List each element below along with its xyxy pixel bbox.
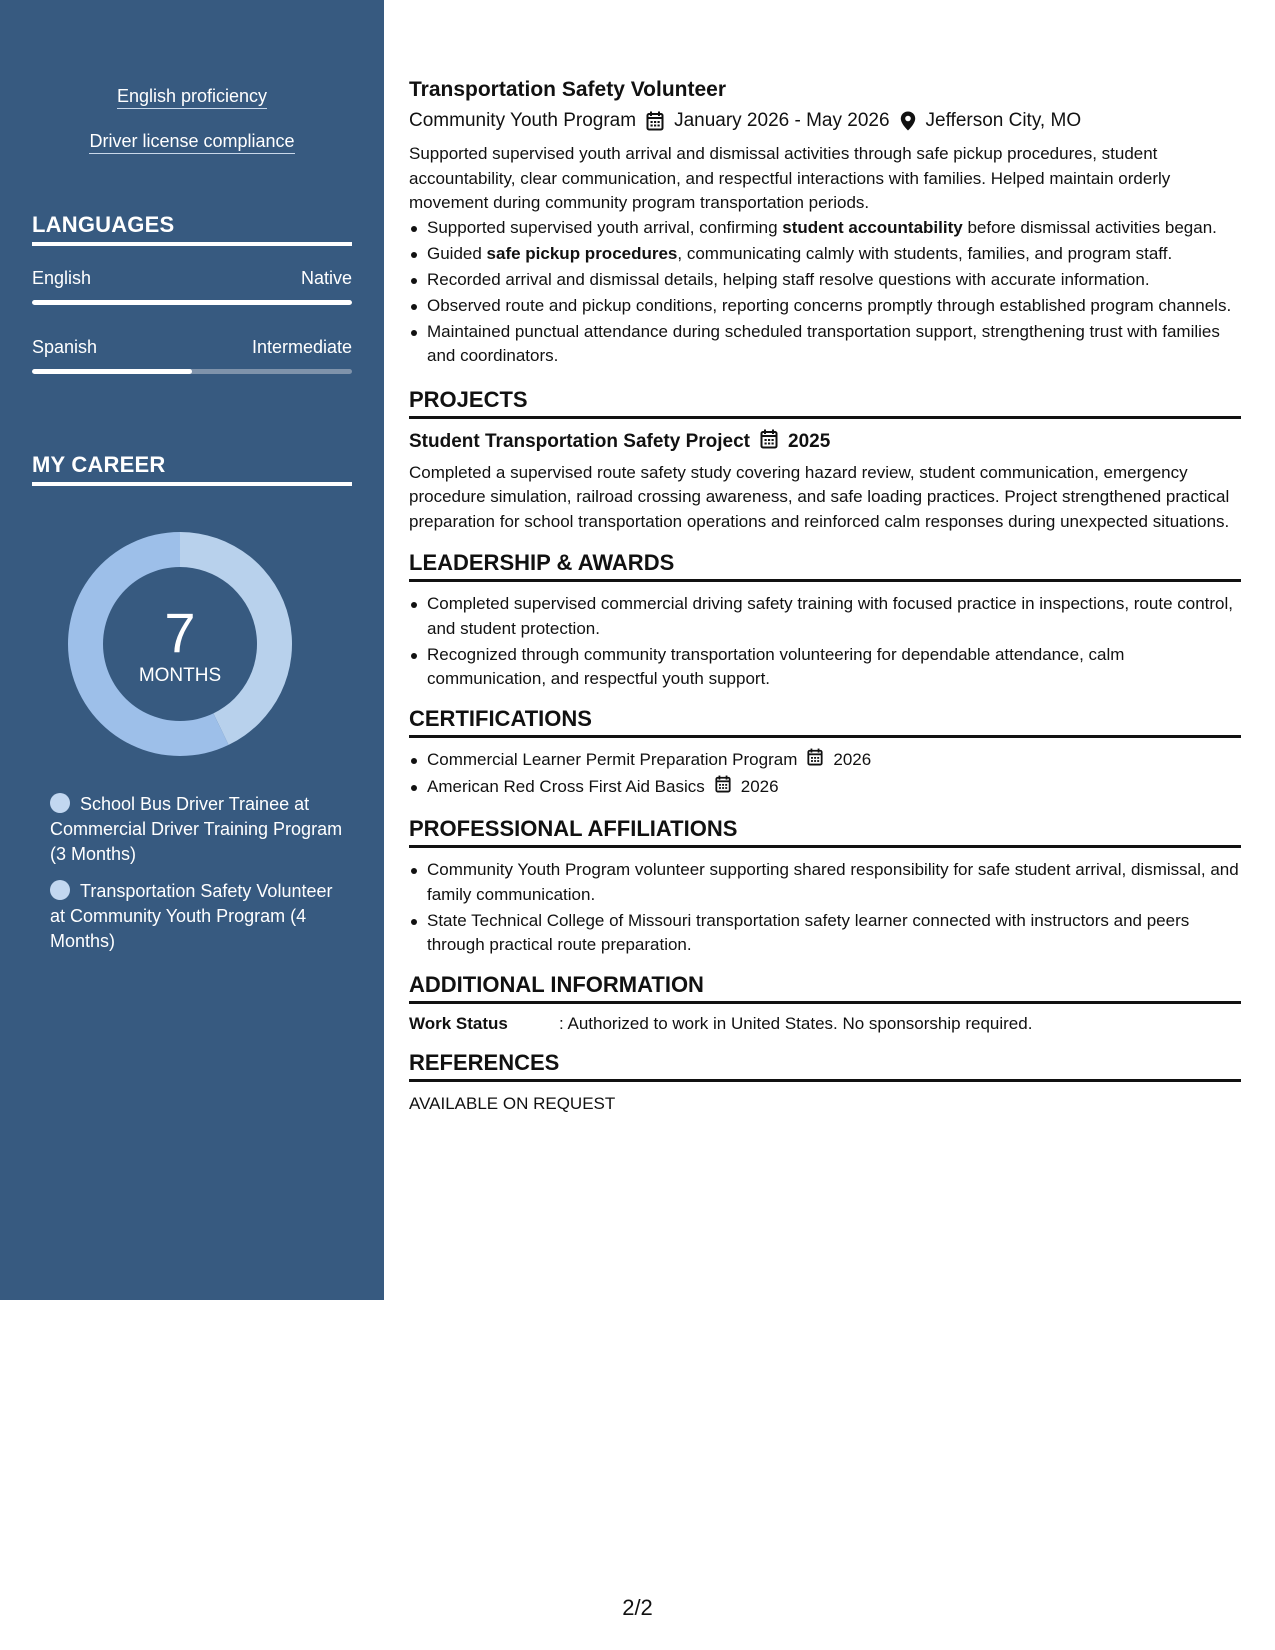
work-status-label: Work Status: [409, 1013, 508, 1033]
language-bar-fill: [32, 369, 192, 374]
bullet-text: , communicating calmly with students, families, and program staff.: [677, 243, 1173, 263]
career-total-number: 7: [164, 601, 196, 664]
language-row-english: [32, 268, 352, 289]
job-summary: Supported supervised youth arrival and dismissal activities through safe pickup procedures, student accountability, clear communication, and respectful interactions with families. Helped maintain orderly movement during community program transportation periods.: [409, 144, 1171, 212]
career-item-text: School Bus Driver Trainee at Commercial Driver Training Program (3 Months): [50, 794, 343, 864]
project-title-row: [409, 429, 1241, 455]
career-heading: MY CAREER: [32, 452, 352, 486]
references-heading: REFERENCES: [409, 1050, 1241, 1082]
skill-link-label: Driver license compliance: [89, 131, 294, 154]
job-bullet: [409, 320, 1241, 369]
job-bullet: [409, 268, 1241, 293]
calendar-icon: [760, 429, 778, 455]
certification-item: [409, 775, 1241, 801]
additional-info-heading: ADDITIONAL INFORMATION: [409, 972, 1241, 1004]
job-meta: [409, 110, 1241, 132]
bullet-text: Maintained punctual attendance during scheduled transportation support, strengthening trust with families and coordinators.: [427, 321, 1220, 365]
main-content: [409, 78, 1241, 1116]
leadership-heading: LEADERSHIP & AWARDS: [409, 550, 1241, 582]
leadership-list: [409, 592, 1241, 692]
sidebar: [0, 0, 384, 1300]
bullet-text: Observed route and pickup conditions, reporting concerns promptly through established program channels.: [427, 295, 1232, 315]
career-item: [50, 879, 350, 954]
page-number: 2/2: [622, 1595, 653, 1620]
language-bar-fill: [32, 300, 352, 305]
project-description: Completed a supervised route safety study covering hazard review, student communication, emergency procedure simulation, railroad crossing awareness, and safe loading practices. Project strengthened practical preparation for school transportation operations and reinforced calm responses during unexpected situations.: [409, 462, 1230, 531]
bullet-emphasis: student accountability: [782, 217, 963, 237]
project-title: Student Transportation Safety Project: [409, 430, 750, 452]
certification-item: [409, 748, 1241, 774]
job-bullets: [409, 216, 1241, 369]
bullet-text: before dismissal activities began.: [962, 217, 1217, 237]
affiliation-item: Community Youth Program volunteer supporting shared responsibility for safe student arrival, dismissal, and family communication.: [409, 858, 1241, 907]
certification-name: American Red Cross First Aid Basics: [427, 777, 705, 796]
calendar-icon: [646, 111, 664, 131]
location-pin-icon: [900, 111, 916, 131]
certification-name: Commercial Learner Permit Preparation Program: [427, 750, 798, 769]
language-level: Intermediate: [251, 337, 352, 357]
language-row-spanish: [32, 337, 352, 358]
calendar-icon: [807, 748, 823, 774]
project-year: 2025: [788, 430, 831, 452]
skill-link-english-proficiency[interactable]: [0, 86, 384, 107]
bullet-text: Guided: [427, 243, 487, 263]
job-bullet: [409, 242, 1241, 267]
references-text: AVAILABLE ON REQUEST: [409, 1093, 616, 1113]
career-dot-icon: [50, 880, 70, 900]
affiliations-heading: PROFESSIONAL AFFILIATIONS: [409, 816, 1241, 848]
certifications-heading: CERTIFICATIONS: [409, 706, 1241, 738]
language-bar-spanish: [32, 369, 352, 374]
certification-year: 2026: [740, 777, 779, 796]
job-bullet: [409, 294, 1241, 319]
calendar-icon: [715, 775, 731, 801]
languages-heading: LANGUAGES: [32, 212, 352, 246]
language-bar-english: [32, 300, 352, 305]
job-location: Jefferson City, MO: [925, 110, 1082, 131]
work-status-value: : Authorized to work in United States. No sponsorship required.: [559, 1013, 1033, 1033]
language-level: Native: [300, 268, 352, 288]
career-item-text: Transportation Safety Volunteer at Community Youth Program (4 Months): [50, 881, 333, 951]
job-dates: January 2026 - May 2026: [674, 110, 890, 131]
certification-year: 2026: [833, 750, 872, 769]
affiliations-list: [409, 858, 1241, 958]
language-name: Spanish: [32, 337, 98, 357]
career-list: [50, 792, 350, 966]
skill-link-driver-license[interactable]: [0, 131, 384, 152]
skill-link-label: English proficiency: [117, 86, 267, 109]
certifications-list: [409, 748, 1241, 801]
bullet-text: Supported supervised youth arrival, confirming: [427, 217, 783, 237]
career-item: [50, 792, 350, 867]
language-name: English: [32, 268, 92, 288]
work-status-row: [409, 1014, 1241, 1034]
job-bullet: [409, 216, 1241, 241]
career-dot-icon: [50, 793, 70, 813]
projects-heading: PROJECTS: [409, 387, 1241, 419]
leadership-item: Completed supervised commercial driving safety training with focused practice in inspections, route control, and student protection.: [409, 592, 1241, 641]
job-title: Transportation Safety Volunteer: [409, 78, 726, 101]
job-organization: Community Youth Program: [409, 110, 637, 131]
affiliation-item: State Technical College of Missouri transportation safety learner connected with instructors and peers through practical route preparation.: [409, 909, 1241, 958]
bullet-emphasis: safe pickup procedures: [486, 243, 678, 263]
career-total-unit: MONTHS: [138, 665, 222, 686]
bullet-text: Recorded arrival and dismissal details, helping staff resolve questions with accurate information.: [427, 269, 1150, 289]
leadership-item: Recognized through community transportation volunteering for dependable attendance, calm communication, and respectful youth support.: [409, 643, 1241, 692]
